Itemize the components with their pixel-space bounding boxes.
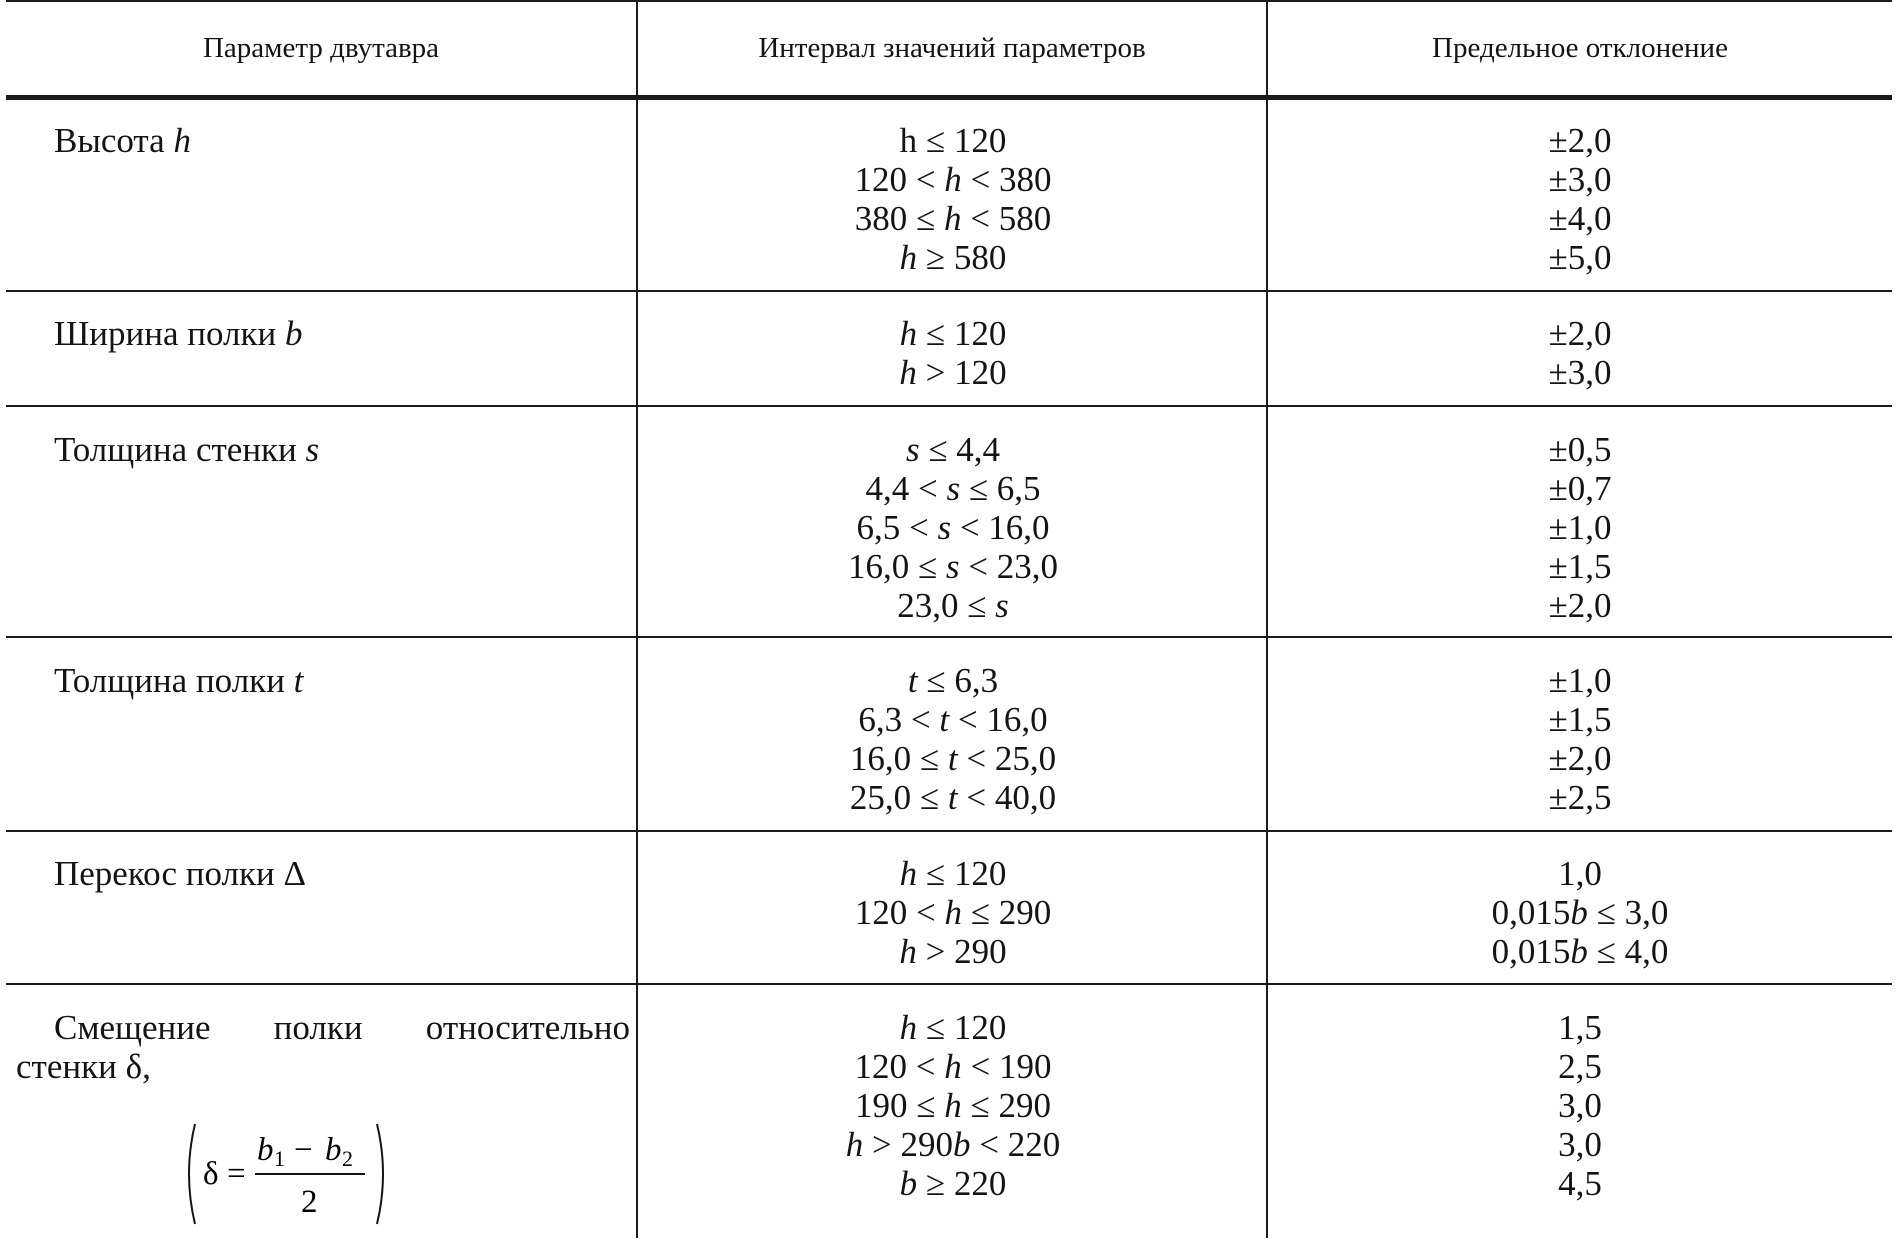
param-web-thickness: Толщина стенки s [54, 430, 320, 469]
param-flange-width: Ширина полки b [54, 314, 303, 353]
deviation-value: 2,5 [1558, 1047, 1602, 1086]
deviation-value: ±4,0 [1548, 199, 1612, 238]
deviations-flange-width [1268, 314, 1892, 392]
header-parameter: Параметр двутавра [202, 32, 440, 64]
row-divider-2 [6, 405, 1892, 407]
param-offset-line1: Смещение полки относительно [54, 1008, 630, 1047]
deviation-value: ±0,5 [1548, 430, 1612, 469]
deviation-value: ±1,0 [1548, 661, 1612, 700]
param-height: Высота h [54, 121, 191, 160]
deviation-value: 3,0 [1558, 1125, 1602, 1164]
interval-value: 16,0 ≤ t < 25,0 [849, 739, 1057, 778]
interval-value: h ≥ 580 [899, 238, 1007, 277]
interval-value: h ≤ 120 [899, 314, 1007, 353]
deviation-value: ±2,0 [1548, 586, 1612, 625]
param-flange-skew: Перекос полки Δ [54, 854, 306, 893]
deviations-web-thickness [1268, 430, 1892, 625]
row-divider-5 [6, 983, 1892, 985]
interval-value: 6,5 < s < 16,0 [856, 508, 1050, 547]
deviation-value: 0,015b ≤ 3,0 [1491, 893, 1669, 932]
deviation-value: 3,0 [1558, 1086, 1602, 1125]
intervals-height [638, 121, 1268, 277]
interval-value: h ≤ 120 [899, 854, 1007, 893]
deviation-value: ±5,0 [1548, 238, 1612, 277]
deviation-value: 1,5 [1558, 1008, 1602, 1047]
header-deviation: Предельное отклонение [1432, 32, 1728, 64]
deviation-value: ±0,7 [1548, 469, 1612, 508]
deviations-flange-offset [1268, 1008, 1892, 1203]
deviations-height [1268, 121, 1892, 277]
deviation-value: ±3,0 [1548, 353, 1612, 392]
deviation-value: ±2,0 [1548, 739, 1612, 778]
interval-value: h > 290 [899, 932, 1007, 971]
interval-value: 6,3 < t < 16,0 [858, 700, 1048, 739]
interval-value: 120 < h ≤ 290 [854, 893, 1052, 932]
intervals-flange-offset [638, 1008, 1268, 1203]
interval-value: 16,0 ≤ s < 23,0 [847, 547, 1059, 586]
intervals-flange-thickness [638, 661, 1268, 817]
param-flange-thickness: Толщина полки t [54, 661, 304, 700]
deviation-value: ±1,5 [1548, 547, 1612, 586]
interval-value: t ≤ 6,3 [907, 661, 999, 700]
intervals-flange-skew [638, 854, 1268, 971]
row-divider-4 [6, 830, 1892, 832]
tolerance-table [6, 0, 1892, 1238]
offset-formula [181, 1120, 391, 1228]
deviation-value: ±2,5 [1548, 778, 1612, 817]
interval-value: 23,0 ≤ s [897, 586, 1009, 625]
formula-equals: = [227, 1156, 246, 1192]
deviation-value: ±1,0 [1548, 508, 1612, 547]
interval-value: 190 ≤ h ≤ 290 [855, 1086, 1051, 1125]
formula-sub2: 2 [342, 1146, 353, 1171]
formula-right-paren [377, 1124, 383, 1224]
interval-value: h ≤ 120 [899, 1008, 1007, 1047]
interval-value: h > 120 [899, 353, 1007, 392]
interval-value: h > 290b < 220 [845, 1125, 1061, 1164]
formula-delta: δ [203, 1156, 219, 1192]
deviation-value: 0,015b ≤ 4,0 [1491, 932, 1669, 971]
row-divider-3 [6, 636, 1892, 638]
deviation-value: ±2,0 [1548, 314, 1612, 353]
formula-left-paren [189, 1124, 195, 1224]
intervals-web-thickness [638, 430, 1268, 625]
param-offset-line2: стенки δ, [16, 1047, 151, 1086]
deviations-flange-thickness [1268, 661, 1892, 817]
formula-minus: − [294, 1132, 313, 1168]
deviation-value: ±3,0 [1548, 160, 1612, 199]
interval-value: 380 ≤ h < 580 [854, 199, 1052, 238]
deviation-value: ±1,5 [1548, 700, 1612, 739]
formula-denominator: 2 [301, 1184, 318, 1220]
interval-value: 120 < h < 380 [854, 160, 1052, 199]
formula-b2: b [325, 1132, 342, 1168]
interval-value: s ≤ 4,4 [905, 430, 1001, 469]
intervals-flange-width [638, 314, 1268, 392]
interval-value: 120 < h < 190 [854, 1047, 1052, 1086]
interval-value: h ≤ 120 [899, 121, 1007, 160]
row-divider-1 [6, 290, 1892, 292]
formula-b1: b [257, 1132, 274, 1168]
interval-value: 4,4 < s ≤ 6,5 [865, 469, 1041, 508]
interval-value: b ≥ 220 [899, 1164, 1007, 1203]
deviations-flange-skew [1268, 854, 1892, 971]
deviation-value: 1,0 [1558, 854, 1602, 893]
deviation-value: 4,5 [1558, 1164, 1602, 1203]
header-interval: Интервал значений параметров [758, 32, 1146, 64]
interval-value: 25,0 ≤ t < 40,0 [849, 778, 1057, 817]
formula-sub1: 1 [274, 1146, 285, 1171]
param-flange-offset [16, 1008, 630, 1086]
deviation-value: ±2,0 [1548, 121, 1612, 160]
